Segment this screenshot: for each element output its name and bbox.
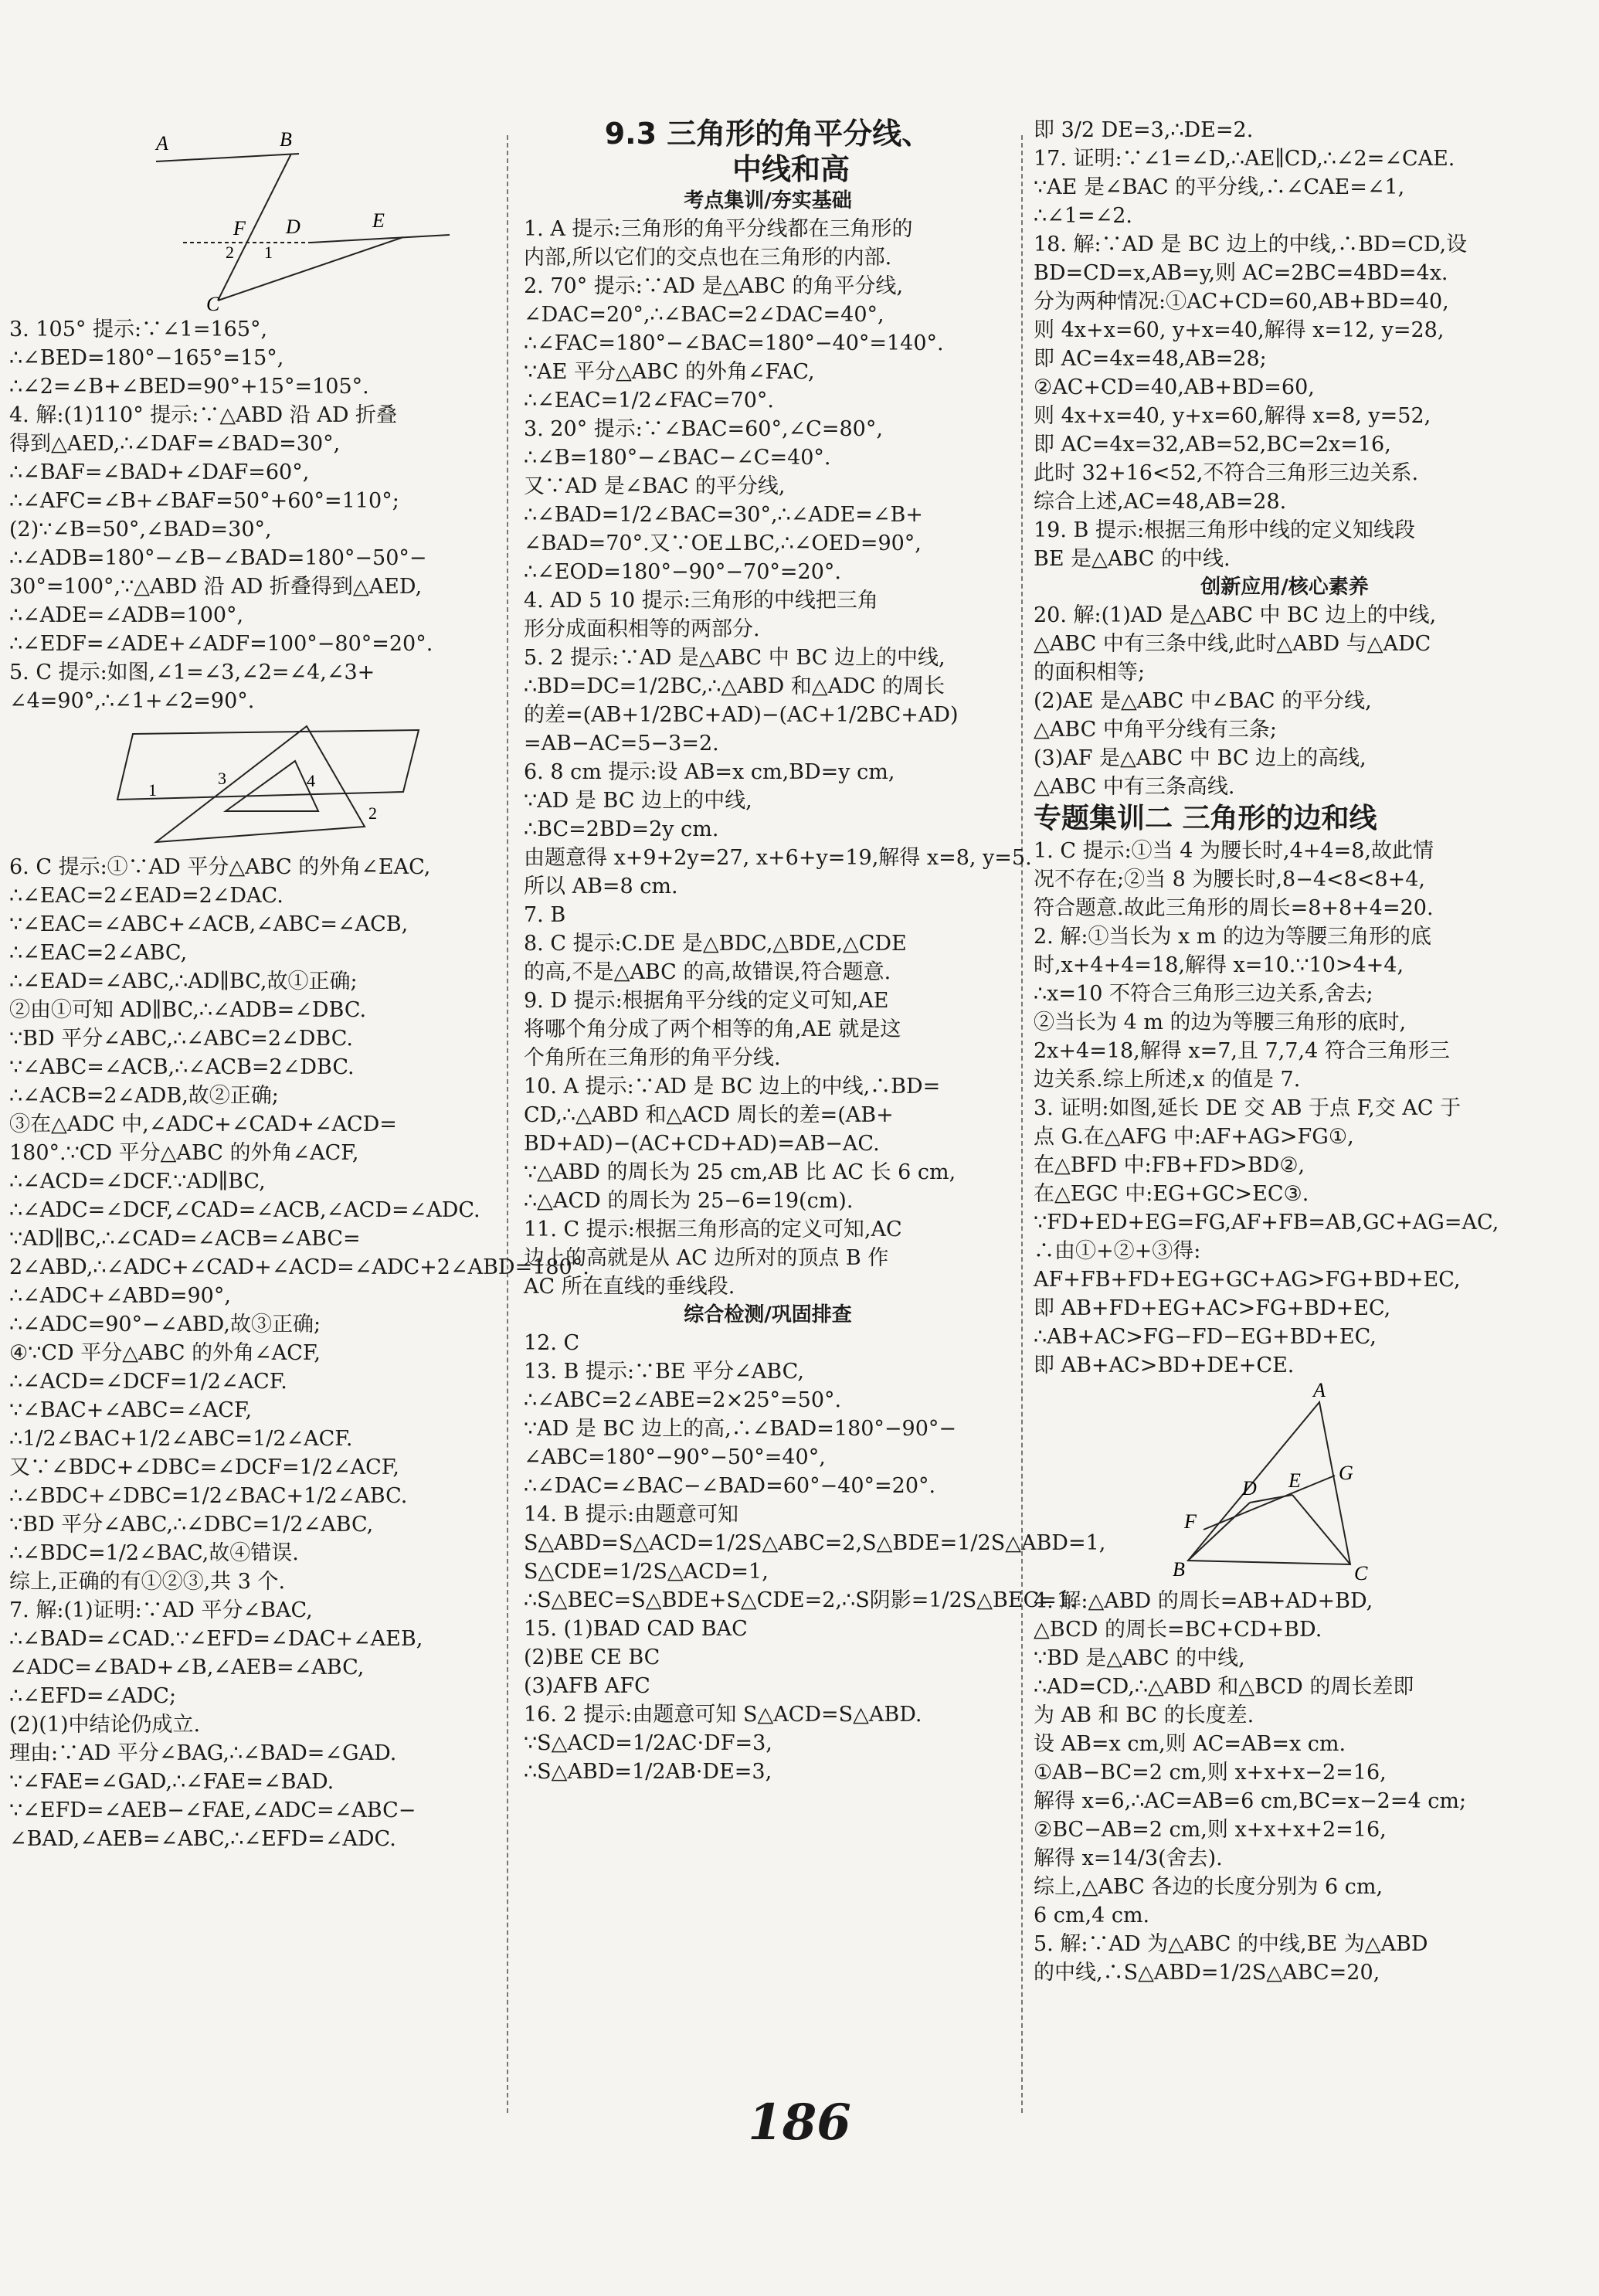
fig3-label: E [1288,1469,1301,1492]
text-line: 4. AD 5 10 提示:三角形的中线把三角 [524,589,878,613]
text-line: ∴∠EAC=1/2∠FAC=70°. [524,389,774,413]
text-line: ∵AD∥BC,∴∠CAD=∠ACB=∠ABC= [9,1227,361,1251]
text-line: 即 AB+FD+EG+AC>FG+BD+EC, [1034,1296,1391,1320]
text-line: ∵BD 平分∠ABC,∴∠DBC=1/2∠ABC, [9,1513,374,1537]
fig1-label: D [286,216,300,238]
text-line: 的中线,∴S△ABD=1/2S△ABC=20, [1034,1961,1380,1985]
text-line: ∴∠AFC=∠B+∠BAF=50°+60°=110°; [9,489,399,513]
text-line: ∵∠EFD=∠AEB−∠FAE,∠ADC=∠ABC− [9,1798,416,1822]
text-line: ∴∠ADB=180°−∠B−∠BAD=180°−50°− [9,546,427,570]
text-line: ①AB−BC=2 cm,则 x+x+x−2=16, [1034,1761,1387,1785]
text-line: 即 AB+AC>BD+DE+CE. [1034,1353,1295,1377]
text-line: ∠ABC=180°−90°−50°=40°, [524,1445,826,1469]
text-line: ②AC+CD=40,AB+BD=60, [1034,375,1315,399]
text-line: ∴∠ACB=2∠ADB,故②正确; [9,1084,279,1108]
text-line: 10. A 提示:∵AD 是 BC 边上的中线,∴BD= [524,1075,941,1099]
fig3-label: G [1339,1462,1353,1484]
text-line: ∵∠ABC=∠ACB,∴∠ACB=2∠DBC. [9,1055,355,1079]
topic-answers-1-3 [1034,837,1536,1380]
text-line: 的高,不是△ABC 的高,故错误,符合题意. [524,960,891,984]
text-line: ∴∠EAC=2∠EAD=2∠DAC. [9,884,283,908]
fig3-label: D [1242,1477,1257,1500]
text-line: ∴∠ADE=∠ADB=100°, [9,603,244,627]
text-line: 得到△AED,∴∠DAF=∠BAD=30°, [9,432,341,456]
text-line: ∴∠BAF=∠BAD+∠DAF=60°, [9,460,310,484]
text-line: 则 4x+x=60, y+x=40,解得 x=12, y=28, [1034,318,1445,342]
fig1-label: A [156,132,168,155]
text-line: 点 G.在△AFG 中:AF+AG>FG①, [1034,1125,1354,1149]
text-line: ∴∠BDC+∠DBC=1/2∠BAC+1/2∠ABC. [9,1484,408,1508]
text-line: △BCD 的周长=BC+CD+BD. [1034,1618,1322,1642]
text-line: ∠4=90°,∴∠1+∠2=90°. [9,689,255,713]
text-line: △ABC 中有三条中线,此时△ABD 与△ADC [1034,632,1431,656]
figure-triangle-abc [1142,1379,1397,1584]
text-line: 7. B [524,903,566,927]
text-line: 在△BFD 中:FB+FD>BD②, [1034,1153,1305,1177]
text-line: 19. B 提示:根据三角形中线的定义知线段 [1034,518,1416,542]
text-line: ∵AE 是∠BAC 的平分线,∴∠CAE=∠1, [1034,175,1405,199]
text-line: ∠BAD=70°.又∵OE⊥BC,∴∠OED=90°, [524,532,922,555]
text-line: 符合题意.故此三角形的周长=8+8+4=20. [1034,896,1434,920]
text-line: 6 cm,4 cm. [1034,1904,1150,1927]
text-line: 时,x+4+4=18,解得 x=10.∵10>4+4, [1034,953,1404,977]
fig1-label: E [372,209,385,232]
text-line: 4. 解:△ABD 的周长=AB+AD+BD, [1034,1589,1373,1613]
text-line: S△CDE=1/2S△ACD=1, [524,1560,769,1584]
text-line: 5. C 提示:如图,∠1=∠3,∠2=∠4,∠3+ [9,661,375,684]
text-line: △ABC 中角平分线有三条; [1034,718,1277,742]
text-line: ∵S△ACD=1/2AC·DF=3, [524,1731,772,1755]
text-line: 综上,△ABC 各边的长度分别为 6 cm, [1034,1875,1383,1899]
answers-3-5 [9,315,496,715]
text-line: 3. 105° 提示:∵∠1=165°, [9,318,268,341]
topic-title: 专题集训二 三角形的边和线 [1034,803,1377,834]
section-title: 中线和高 [732,152,850,186]
text-line: ∵BD 平分∠ABC,∴∠ABC=2∠DBC. [9,1027,353,1051]
column-right [1034,116,1536,1987]
topic-answers-4-5 [1034,1587,1536,1987]
text-line: ∴AD=CD,∴△ABD 和△BCD 的周长差即 [1034,1675,1414,1699]
text-line: ∴BD=DC=1/2BC,∴△ABD 和△ADC 的周长 [524,674,945,698]
fig1-label: F [233,217,246,239]
text-line: 设 AB=x cm,则 AC=AB=x cm. [1034,1732,1346,1756]
text-line: 11. C 提示:根据三角形高的定义可知,AC [524,1218,902,1241]
text-line: 的面积相等; [1034,661,1146,684]
text-line: ∴∠BAD=∠CAD.∵∠EFD=∠DAC+∠AEB, [9,1627,423,1651]
text-line: 6. 8 cm 提示:设 AB=x cm,BD=y cm, [524,760,895,784]
text-line: 理由:∵AD 平分∠BAG,∴∠BAD=∠GAD. [9,1741,397,1765]
text-line: 6. C 提示:①∵AD 平分△ABC 的外角∠EAC, [9,855,431,879]
text-line: 又∵AD 是∠BAC 的平分线, [524,474,786,498]
text-line: (3)AFB AFC [524,1674,650,1698]
text-line: (2)(1)中结论仍成立. [9,1713,201,1737]
text-line: △ABC 中有三条高线. [1034,775,1235,799]
fig1-label: C [206,293,220,315]
subsection-title: 创新应用/核心素养 [1200,576,1369,599]
text-line: 个角所在三角形的角平分线. [524,1046,781,1070]
text-line: ∵∠EAC=∠ABC+∠ACB,∠ABC=∠ACB, [9,912,409,936]
text-line: 边关系.综上所述,x 的值是 7. [1034,1068,1301,1092]
text-line: ∵AD 是 BC 边上的高,∴∠BAD=180°−90°− [524,1417,957,1441]
text-line: 综上,正确的有①②③,共 3 个. [9,1570,286,1594]
text-line: 为 AB 和 BC 的长度差. [1034,1703,1254,1727]
page-number: 186 [748,2094,851,2152]
text-line: ∴∠ACD=∠DCF=1/2∠ACF. [9,1370,287,1394]
answer-20 [1034,601,1536,801]
text-line: (2)∵∠B=50°,∠BAD=30°, [9,518,272,542]
text-line: ∴∠EDF=∠ADE+∠ADF=100°−80°=20°. [9,632,433,656]
fig1-label: 2 [226,243,234,262]
text-line: 18. 解:∵AD 是 BC 边上的中线,∴BD=CD,设 [1034,233,1468,256]
text-line: ∴∠BED=180°−165°=15°, [9,346,284,370]
text-line: ∴∠1=∠2. [1034,204,1132,228]
text-line: 形分成面积相等的两部分. [524,617,760,641]
text-line: BE 是△ABC 的中线. [1034,547,1231,571]
fig3-label: C [1354,1562,1368,1584]
text-line: 12. C [524,1331,580,1355]
fig1-label: 1 [264,243,273,262]
text-line: ∴1/2∠BAC+1/2∠ABC=1/2∠ACF. [9,1427,353,1451]
text-line: ∵∠BAC+∠ABC=∠ACF, [9,1398,253,1422]
fig3-label: F [1184,1510,1197,1533]
text-line: ∴∠EAC=2∠ABC, [9,941,188,965]
text-line: ∴∠FAC=180°−∠BAC=180°−40°=140°. [524,331,944,355]
text-line: 3. 20° 提示:∵∠BAC=60°,∠C=80°, [524,417,883,441]
text-line: (3)AF 是△ABC 中 BC 边上的高线, [1034,746,1366,770]
text-line: ②当长为 4 m 的边为等腰三角形的底时, [1034,1010,1407,1034]
fig3-label: B [1173,1558,1185,1581]
text-line: 所以 AB=8 cm. [524,875,678,898]
text-line: 解得 x=6,∴AC=AB=6 cm,BC=x−2=4 cm; [1034,1789,1467,1813]
text-line: 2x+4=18,解得 x=7,且 7,7,4 符合三角形三 [1034,1039,1450,1063]
text-line: ③在△ADC 中,∠ADC+∠CAD+∠ACD= [9,1112,397,1136]
text-line: ∴∠EAD=∠ABC,∴AD∥BC,故①正确; [9,970,358,993]
text-line: ∴由①+②+③得: [1034,1239,1201,1263]
text-line: ∴∠BAD=1/2∠BAC=30°,∴∠ADE=∠B+ [524,503,923,527]
text-line: 综合上述,AC=48,AB=28. [1034,490,1287,514]
text-line: 1. C 提示:①当 4 为腰长时,4+4=8,故此情 [1034,839,1434,863]
text-line: ∴S△ABD=1/2AB·DE=3, [524,1760,772,1784]
text-line: ∴AB+AC>FG−FD−EG+BD+EC, [1034,1325,1377,1349]
text-line: ∵BD 是△ABC 的中线, [1034,1646,1245,1670]
text-line: BD=CD=x,AB=y,则 AC=2BC=4BD=4x. [1034,261,1448,285]
text-line: 4. 解:(1)110° 提示:∵△ABD 沿 AD 折叠 [9,403,398,427]
text-line: ④∵CD 平分△ABC 的外角∠ACF, [9,1341,321,1365]
text-line: 内部,所以它们的交点也在三角形的内部. [524,246,892,270]
text-line: 的差=(AB+1/2BC+AD)−(AC+1/2BC+AD) [524,703,959,727]
text-line: 14. B 提示:由题意可知 [524,1503,739,1527]
text-line: ∠ADC=∠BAD+∠B,∠AEB=∠ABC, [9,1656,365,1680]
text-line: 13. B 提示:∵BE 平分∠ABC, [524,1360,804,1384]
fig2-label: 1 [148,780,157,800]
text-line: 16. 2 提示:由题意可知 S△ACD=S△ABD. [524,1703,922,1727]
text-line: 即 AC=4x=48,AB=28; [1034,347,1267,371]
text-line: ∠DAC=20°,∴∠BAC=2∠DAC=40°, [524,303,884,327]
text-line: 30°=100°,∵△ABD 沿 AD 折叠得到△AED, [9,575,423,599]
text-line: 2. 解:①当长为 x m 的边为等腰三角形的底 [1034,925,1432,949]
text-line: ②由①可知 AD∥BC,∴∠ADB=∠DBC. [9,998,367,1022]
text-line: 9. D 提示:根据角平分线的定义可知,AE [524,989,889,1013]
text-line: ∵FD+ED+EG=FG,AF+FB=AB,GC+AG=AC, [1034,1211,1499,1235]
text-line: ∴∠EOD=180°−90°−70°=20°. [524,560,841,584]
text-line: 17. 证明:∵∠1=∠D,∴AE∥CD,∴∠2=∠CAE. [1034,147,1455,171]
subsection-title: 综合检测/巩固排查 [684,1303,852,1326]
text-line: 此时 32+16<52,不符合三角形三边关系. [1034,461,1419,485]
text-line: ∵AD 是 BC 边上的中线, [524,789,752,813]
text-line: 解得 x=14/3(舍去). [1034,1846,1223,1870]
text-line: ∴∠ADC=90°−∠ABD,故③正确; [9,1313,321,1337]
text-line: 在△EGC 中:EG+GC>EC③. [1034,1182,1309,1206]
text-line: 5. 2 提示:∵AD 是△ABC 中 BC 边上的中线, [524,646,945,670]
text-line: ∴x=10 不符合三角形三边关系,舍去; [1034,982,1373,1006]
text-line: ∵∠FAE=∠GAD,∴∠FAE=∠BAD. [9,1770,334,1794]
section-title: 9.3 三角形的角平分线、 [604,117,932,151]
text-line: 即 3/2 DE=3,∴DE=2. [1034,118,1254,142]
fig2-label: 4 [307,771,315,790]
text-line: 将哪个角分成了两个相等的角,AE 就是这 [524,1017,901,1041]
text-line: ∴∠BDC=1/2∠BAC,故④错误. [9,1541,299,1565]
text-line: 分为两种情况:①AC+CD=60,AB+BD=40, [1034,290,1449,314]
text-line: 20. 解:(1)AD 是△ABC 中 BC 边上的中线, [1034,603,1437,627]
text-line: ∠BAD,∠AEB=∠ABC,∴∠EFD=∠ADC. [9,1827,396,1851]
text-line: (2)BE CE BC [524,1646,660,1669]
text-line: ②BC−AB=2 cm,则 x+x+x+2=16, [1034,1818,1387,1842]
text-line: ∴∠ABC=2∠ABE=2×25°=50°. [524,1388,842,1412]
text-line: ∴△ACD 的周长为 25−6=19(cm). [524,1189,854,1213]
text-line: 1. A 提示:三角形的角平分线都在三角形的 [524,217,913,241]
text-line: ∵△ABD 的周长为 25 cm,AB 比 AC 长 6 cm, [524,1160,956,1184]
text-line: 3. 证明:如图,延长 DE 交 AB 于点 F,交 AC 于 [1034,1096,1462,1120]
answers-12-16 [524,1329,1106,1786]
text-line: ∴∠ADC+∠ABD=90°, [9,1284,231,1308]
text-line: 又∵∠BDC+∠DBC=∠DCF=1/2∠ACF, [9,1455,399,1479]
figure-parallel-lines [148,119,504,315]
fig1-label: B [280,128,292,151]
column-divider [507,135,508,2113]
text-line: ∴∠DAC=∠BAC−∠BAD=60°−40°=20°. [524,1474,936,1498]
text-line: =AB−AC=5−3=2. [524,732,719,756]
answers-1-11 [524,215,1032,1301]
fig2-label: 3 [218,769,226,788]
text-line: BD+AD)−(AC+CD+AD)=AB−AC. [524,1132,880,1156]
text-line: CD,∴△ABD 和△ACD 周长的差=(AB+ [524,1103,894,1127]
text-line: 180°.∵CD 平分△ABC 的外角∠ACF, [9,1141,359,1165]
subsection-title: 考点集训/夯实基础 [684,189,852,212]
text-line: 则 4x+x=40, y+x=60,解得 x=8, y=52, [1034,404,1431,428]
text-line: S△ABD=S△ACD=1/2S△ABC=2,S△BDE=1/2S△ABD=1, [524,1531,1106,1555]
text-line: AF+FB+FD+EG+GC+AG>FG+BD+EC, [1034,1268,1461,1292]
text-line: ∴∠ADC=∠DCF,∠CAD=∠ACB,∠ACD=∠ADC. [9,1198,480,1222]
text-line: (2)AE 是△ABC 中∠BAC 的平分线, [1034,689,1372,713]
text-line: 况不存在;②当 8 为腰长时,8−4<8<8+4, [1034,868,1425,892]
fig2-label: 2 [368,803,377,823]
text-line: ∴∠EFD=∠ADC; [9,1684,177,1708]
text-line: 15. (1)BAD CAD BAC [524,1617,748,1641]
text-line: 7. 解:(1)证明:∵AD 平分∠BAC, [9,1598,313,1622]
text-line: ∴S△BEC=S△BDE+S△CDE=2,∴S阴影=1/2S△BEC=1. [524,1588,1077,1612]
text-line: 8. C 提示:C.DE 是△BDC,△BDE,△CDE [524,932,907,956]
text-line: ∴∠ACD=∠DCF.∵AD∥BC, [9,1170,266,1194]
text-line: ∴∠2=∠B+∠BED=90°+15°=105°. [9,375,369,399]
text-line: ∴BC=2BD=2y cm. [524,817,719,841]
text-line: ∴∠B=180°−∠BAC−∠C=40°. [524,446,831,470]
text-line: ∵AE 平分△ABC 的外角∠FAC, [524,360,815,384]
fig3-label: A [1313,1379,1326,1401]
text-line: 2∠ABD,∴∠ADC+∠CAD+∠ACD=∠ADC+2∠ABD=180°. [9,1255,589,1279]
text-line: 2. 70° 提示:∵AD 是△ABC 的角平分线, [524,274,904,298]
column-divider [1021,135,1023,2113]
text-line: 5. 解:∵AD 为△ABC 的中线,BE 为△ABD [1034,1932,1428,1956]
answers-16-19 [1034,116,1536,573]
text-line: AC 所在直线的垂线段. [524,1275,735,1299]
text-line: 边上的高就是从 AC 边所对的顶点 B 作 [524,1246,889,1270]
figure-ruler-triangle [110,718,434,850]
text-line: 即 AC=4x=32,AB=52,BC=2x=16, [1034,433,1391,457]
text-line: 由题意得 x+9+2y=27, x+6+y=19,解得 x=8, y=5. [524,846,1032,870]
